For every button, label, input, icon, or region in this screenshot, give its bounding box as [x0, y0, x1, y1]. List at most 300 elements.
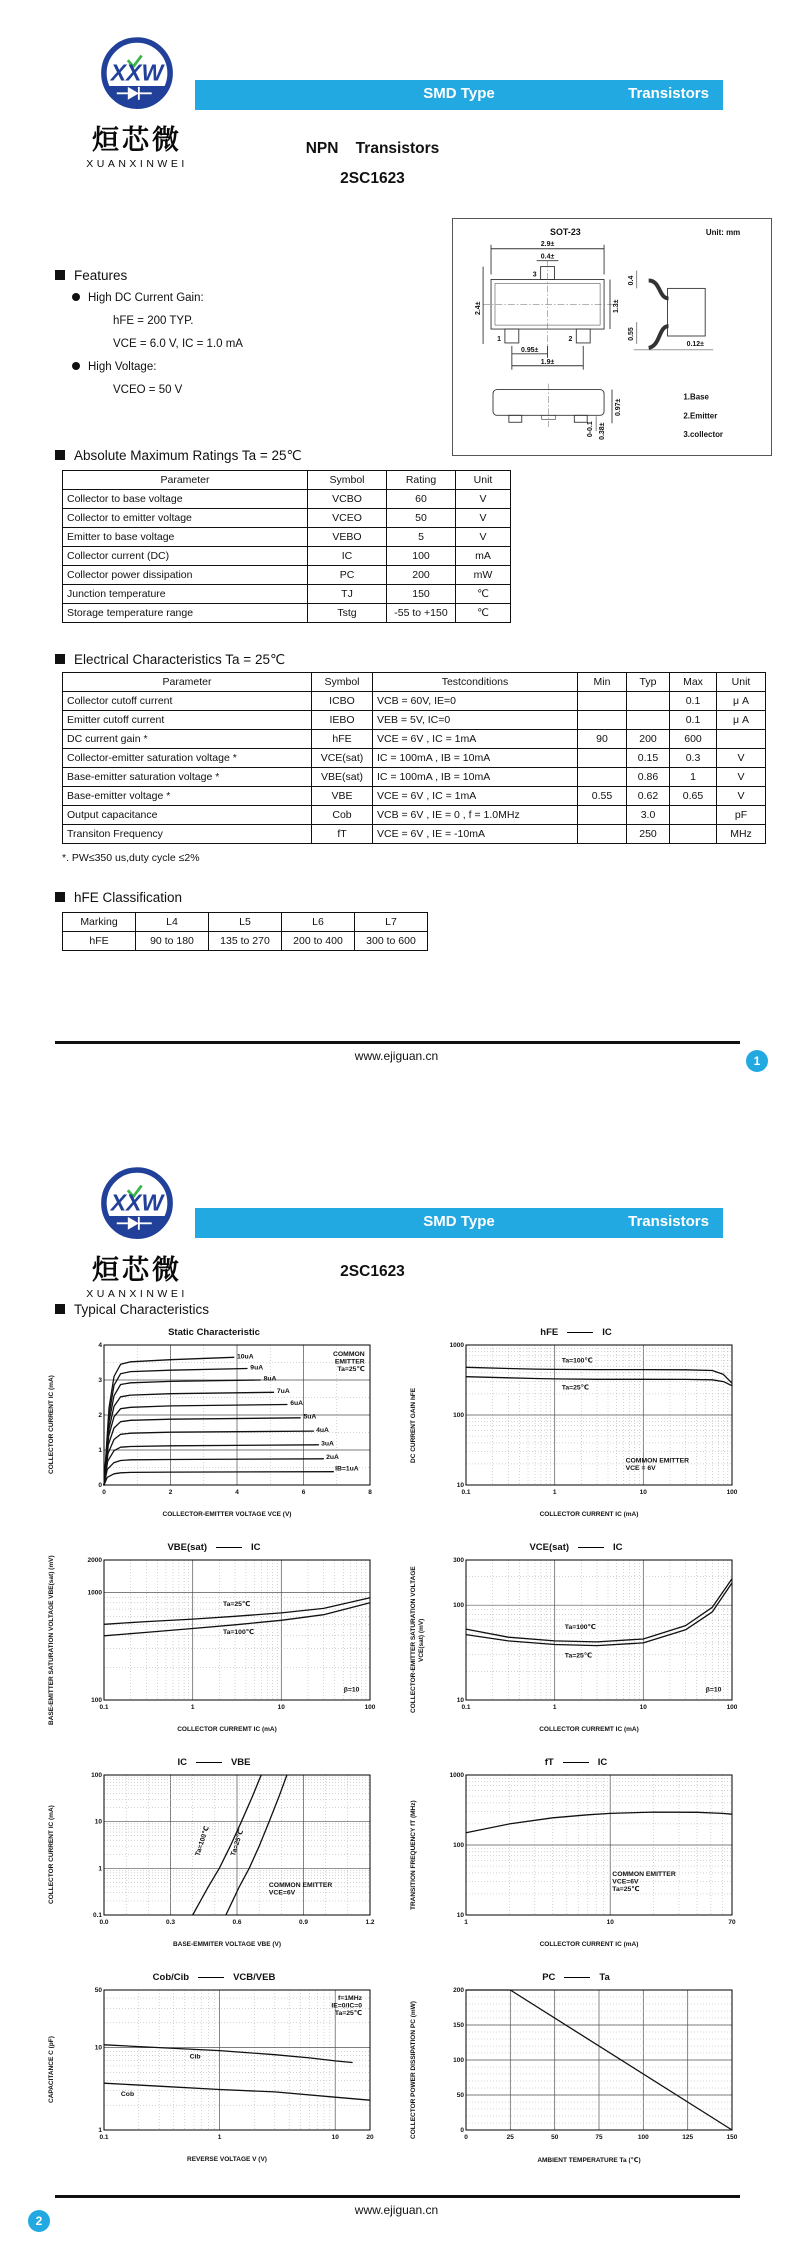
series-Ta=100℃ — [466, 1367, 732, 1383]
package-outline-box — [452, 218, 772, 456]
y-axis-label: COLLECTOR CURRENT IC (mA) — [48, 1375, 55, 1475]
table-cell: 200 — [627, 730, 670, 749]
y-tick-label: 100 — [91, 1697, 102, 1704]
table-cell — [578, 806, 627, 825]
series-label: 9uA — [250, 1364, 264, 1372]
series-IB=3uA — [104, 1445, 319, 1485]
y-tick-label: 50 — [456, 2092, 464, 2099]
legend-emitter: 2.Emitter — [683, 411, 718, 421]
feature-line: VCE = 6.0 V, IC = 1.0 mA — [113, 338, 243, 350]
table-cell: Collector cutoff current — [63, 692, 312, 711]
chart-capacitance-vs-voltage — [33, 1967, 395, 2182]
y-axis-label: BASE-EMITTER SATURATION VOLTAGE VBE(sat) (mV) — [48, 1555, 55, 1725]
x-tick-label: 100 — [637, 2134, 649, 2141]
feature-line: hFE = 200 TYP. — [113, 315, 194, 327]
series-IB=4uA — [104, 1431, 314, 1485]
x-tick-label: 0.0 — [99, 1919, 109, 1926]
chart-title: VCE(sat) IC — [529, 1541, 623, 1553]
table-cell: μ A — [717, 692, 766, 711]
table-cell: VBE — [312, 787, 373, 806]
table-cell: 0.62 — [627, 787, 670, 806]
series-Ta=25℃ — [466, 1377, 732, 1386]
x-tick-label: 0.9 — [298, 1919, 309, 1926]
chart-vbesat-vs-ic — [33, 1537, 395, 1752]
legend-collector: 3.collector — [683, 430, 724, 440]
chart-canvas — [74, 1769, 380, 1941]
y-tick-label: 0 — [460, 2127, 464, 2134]
footer-rule — [55, 1041, 740, 1044]
series-label: Ta=25℃ — [230, 1828, 246, 1858]
series-label: 2uA — [326, 1454, 339, 1462]
x-tick-label: 1 — [552, 1489, 557, 1496]
logo-letters: XXW — [110, 1189, 164, 1216]
dim-gap: 0-0.1 — [587, 421, 595, 438]
chart-annotation: β=10 — [343, 1686, 360, 1694]
title-dash — [563, 1762, 589, 1763]
feature-item: High Voltage: — [72, 361, 156, 373]
table-cell: 200 to 400 — [282, 932, 355, 951]
dim-pin-width: 0.4± — [540, 253, 555, 261]
table-cell — [627, 692, 670, 711]
footer-rule — [55, 2195, 740, 2198]
chart-vcesat-vs-ic — [395, 1537, 757, 1752]
table-cell: mA — [456, 547, 511, 566]
x-tick-label: 0 — [102, 1489, 106, 1496]
title-dash — [564, 1977, 590, 1978]
table-row — [63, 806, 766, 825]
y-tick-label: 10 — [456, 1697, 464, 1704]
table-cell: 1 — [670, 768, 717, 787]
table-cell: Output capacitance — [63, 806, 312, 825]
elec-heading: Electrical Characteristics Ta = 25℃ — [55, 652, 285, 668]
chart-title: VBE(sat) IC — [167, 1541, 261, 1553]
pin2-number: 2 — [568, 335, 573, 343]
header-bar-right: Transistors — [628, 85, 709, 102]
feature-item: High DC Current Gain: — [72, 292, 204, 304]
y-tick-label: 2000 — [87, 1557, 102, 1564]
table-header-cell: Symbol — [308, 471, 387, 490]
x-tick-label: 0.1 — [461, 1489, 471, 1496]
series-label: 3uA — [321, 1440, 334, 1448]
table-header-row — [63, 913, 428, 932]
series-label: 6uA — [290, 1400, 304, 1408]
table-cell: MHz — [717, 825, 766, 844]
table-cell: 0.55 — [578, 787, 627, 806]
series-label: Ta=100℃ — [564, 1624, 596, 1632]
table-cell: VEBO — [308, 528, 387, 547]
x-axis-label: COLLECTOR CURRENT IC (mA) — [539, 1511, 639, 1518]
table-cell: PC — [308, 566, 387, 585]
dim-pitch: 0.95± — [521, 346, 539, 354]
charts-grid — [33, 1322, 757, 2182]
table-cell: 0.86 — [627, 768, 670, 787]
feature-line: VCEO = 50 V — [113, 384, 183, 396]
series-label: Ta=25℃ — [561, 1384, 589, 1392]
series-label: 5uA — [303, 1413, 317, 1421]
table-cell: DC current gain * — [63, 730, 312, 749]
x-tick-label: 100 — [364, 1704, 376, 1711]
x-tick-label: 150 — [726, 2134, 738, 2141]
table-cell — [578, 711, 627, 730]
table-header-cell: Parameter — [63, 673, 312, 692]
table-cell: ℃ — [456, 585, 511, 604]
data-table — [62, 912, 428, 951]
table-cell: 250 — [627, 825, 670, 844]
brand-name-en: XUANXINWEI — [86, 158, 188, 170]
table-row — [63, 490, 511, 509]
dim-body-height: 2.4± — [475, 301, 483, 315]
table-cell: 50 — [387, 509, 456, 528]
table-header-cell: L7 — [355, 913, 428, 932]
table-cell: VBE(sat) — [312, 768, 373, 787]
y-tick-label: 4 — [98, 1342, 102, 1349]
table-row — [63, 509, 511, 528]
table-row — [63, 547, 511, 566]
table-cell: pF — [717, 806, 766, 825]
series-label: Ta=100℃ — [194, 1825, 211, 1858]
table-cell: V — [717, 768, 766, 787]
hfe-table — [62, 912, 428, 951]
y-tick-label: 2 — [98, 1412, 102, 1419]
y-tick-label: 10 — [456, 1912, 464, 1919]
chart-canvas — [436, 1339, 742, 1511]
chart-canvas — [436, 1554, 742, 1726]
abs-max-table — [62, 470, 511, 623]
table-cell — [578, 692, 627, 711]
table-row — [63, 711, 766, 730]
footer-url: www.ejiguan.cn — [354, 2203, 439, 2217]
x-tick-label: 1 — [464, 1919, 468, 1926]
table-cell — [670, 806, 717, 825]
elec-table — [62, 672, 766, 844]
dim-inner-height: 1.3± — [612, 299, 620, 313]
part-number: 2SC1623 — [340, 1263, 405, 1280]
table-cell: Base-emitter voltage * — [63, 787, 312, 806]
table-cell: μ A — [717, 711, 766, 730]
x-tick-label: 0.1 — [461, 1704, 471, 1711]
table-row — [63, 730, 766, 749]
page-2 — [0, 1120, 793, 2244]
x-axis-label: COLLECTOR CURREMT IC (mA) — [177, 1726, 277, 1733]
title-dash — [216, 1547, 242, 1548]
x-tick-label: 6 — [301, 1489, 306, 1496]
device-type: NPN Transistors — [305, 140, 440, 157]
table-header-cell: L6 — [282, 913, 355, 932]
y-tick-label: 10 — [94, 2044, 102, 2052]
chart-canvas — [436, 1769, 742, 1941]
table-header-row — [63, 471, 511, 490]
y-tick-label: 1 — [98, 1865, 102, 1873]
x-tick-label: 1 — [190, 1704, 195, 1711]
typical-characteristics-heading: Typical Characteristics — [55, 1302, 209, 1317]
header-bar-left: SMD Type — [423, 1213, 495, 1230]
y-axis-label: COLLECTOR CURRENT IC (mA) — [48, 1805, 55, 1905]
table-cell: 90 to 180 — [136, 932, 209, 951]
table-cell: Collector power dissipation — [63, 566, 308, 585]
dim-top-width: 2.9± — [540, 240, 555, 248]
brand-name-cn: 烜芯微 — [92, 1255, 182, 1285]
x-axis-label: REVERSE VOLTAGE V (V) — [187, 2156, 267, 2163]
chart-title: IC VBE — [177, 1756, 251, 1768]
chart-annotation: VCE = 6V — [625, 1465, 656, 1473]
table-cell: Collector-emitter saturation voltage * — [63, 749, 312, 768]
chart-annotation: VCE=6V — [612, 1878, 639, 1886]
table-cell — [670, 825, 717, 844]
chart-canvas — [74, 1984, 380, 2156]
y-axis-label: CAPACITANCE C (pF) — [48, 2036, 55, 2104]
table-cell: VCB = 60V, IE=0 — [373, 692, 578, 711]
chart-annotation: Ta=25℃ — [612, 1885, 640, 1893]
table-cell: VCE = 6V , IC = 1mA — [373, 787, 578, 806]
table-cell: Collector current (DC) — [63, 547, 308, 566]
x-tick-label: 2 — [168, 1489, 173, 1496]
title-dash — [578, 1547, 604, 1548]
table-cell: V — [717, 749, 766, 768]
x-tick-label: 70 — [728, 1919, 736, 1926]
y-tick-label: 10 — [94, 1818, 102, 1826]
chart-hfe-vs-ic — [395, 1322, 757, 1537]
table-cell: 5 — [387, 528, 456, 547]
table-row — [63, 566, 511, 585]
brand-logo-mark — [91, 1162, 183, 1246]
table-row — [63, 604, 511, 623]
table-cell: VEB = 5V, IC=0 — [373, 711, 578, 730]
x-tick-label: 20 — [366, 2134, 374, 2141]
table-row — [63, 585, 511, 604]
y-tick-label: 1000 — [449, 1772, 464, 1779]
series-label: Cib — [189, 2053, 201, 2061]
table-cell: 300 to 600 — [355, 932, 428, 951]
chart-annotation: Ta=25℃ — [334, 2009, 362, 2017]
x-tick-label: 1.2 — [365, 1919, 375, 1926]
table-cell: 0.1 — [670, 711, 717, 730]
chart-title: Static Characteristic — [168, 1326, 260, 1338]
dim-foot: 0.12± — [686, 340, 704, 348]
table-cell: V — [456, 490, 511, 509]
section-marker — [55, 892, 65, 902]
chart-annotation: COMMON EMITTER — [268, 1882, 333, 1889]
section-marker — [55, 1304, 65, 1314]
pin3-number: 3 — [532, 271, 537, 279]
table-cell: Emitter to base voltage — [63, 528, 308, 547]
chart-annotation: COMMON EMITTER — [612, 1870, 676, 1878]
chart-pc-vs-ta — [395, 1967, 757, 2182]
section-marker — [55, 450, 65, 460]
chart-annotation: Ta=25℃ — [337, 1366, 365, 1374]
data-table — [62, 672, 766, 844]
dim-pitch2: 1.9± — [540, 358, 555, 366]
dim-lead-width: 0.38± — [599, 422, 607, 440]
y-tick-label: 100 — [453, 2057, 464, 2064]
x-tick-label: 0.1 — [99, 1704, 109, 1711]
package-drawing — [453, 219, 769, 453]
chart-ft-vs-ic — [395, 1752, 757, 1967]
y-tick-label: 150 — [453, 2022, 464, 2029]
x-tick-label: 1 — [217, 2134, 222, 2141]
table-header-cell: Symbol — [312, 673, 373, 692]
x-tick-label: 10 — [277, 1704, 285, 1711]
table-header-cell: Typ — [627, 673, 670, 692]
chart-canvas — [74, 1554, 380, 1726]
section-marker — [55, 270, 65, 280]
x-tick-label: 125 — [682, 2134, 694, 2141]
x-tick-label: 10 — [331, 2134, 339, 2141]
x-tick-label: 100 — [726, 1489, 738, 1496]
chart-ic-vs-vbe — [33, 1752, 395, 1967]
table-cell: hFE — [63, 932, 136, 951]
title-dash — [198, 1977, 224, 1978]
package-unit: Unit: mm — [705, 227, 741, 237]
x-tick-label: 75 — [595, 2134, 603, 2141]
y-tick-label: 100 — [91, 1772, 102, 1779]
table-row — [63, 932, 428, 951]
header-bar-left: SMD Type — [423, 85, 495, 102]
x-tick-label: 25 — [506, 2134, 514, 2141]
table-cell: VCEO — [308, 509, 387, 528]
table-cell: Transiton Frequency — [63, 825, 312, 844]
x-axis-label: BASE-EMMITER VOLTAGE VBE (V) — [172, 1941, 282, 1948]
table-cell: VCE = 6V , IE = -10mA — [373, 825, 578, 844]
table-cell: VCB = 6V , IE = 0 , f = 1.0MHz — [373, 806, 578, 825]
y-axis-label: DC CURRENT GAIN hFE — [410, 1387, 417, 1463]
x-tick-label: 0.1 — [99, 2134, 109, 2141]
x-tick-label: 8 — [368, 1489, 372, 1496]
x-axis-label: COLLECTOR CURREMT IC (mA) — [539, 1726, 639, 1733]
table-cell: 90 — [578, 730, 627, 749]
table-cell: Junction temperature — [63, 585, 308, 604]
bullet-icon — [72, 362, 80, 370]
y-tick-label: 1 — [98, 1447, 102, 1454]
x-axis-label: COLLECTOR-EMITTER VOLTAGE VCE (V) — [162, 1511, 292, 1518]
series-label: Ta=25℃ — [564, 1652, 592, 1660]
table-cell: 100 — [387, 547, 456, 566]
chart-title: fT IC — [544, 1756, 608, 1768]
table-header-cell: Unit — [717, 673, 766, 692]
part-number: 2SC1623 — [340, 170, 405, 187]
table-header-cell: Unit — [456, 471, 511, 490]
y-axis-label: COLLECTOR POWER DISSIPATION PC (mW) — [410, 2001, 417, 2139]
series-Ta=100℃ — [466, 1579, 732, 1642]
series-label: IB=1uA — [335, 1465, 359, 1473]
table-row — [63, 768, 766, 787]
y-tick-label: 50 — [94, 1987, 102, 1994]
brand-name-en: XUANXINWEI — [86, 1288, 188, 1300]
table-cell: Collector to base voltage — [63, 490, 308, 509]
series-IB=5uA — [104, 1418, 300, 1485]
page-1 — [0, 0, 793, 1120]
series-label: Cob — [120, 2090, 135, 2098]
elec-footnote: *. PW≤350 us,duty cycle ≤2% — [62, 852, 200, 864]
table-cell: V — [456, 528, 511, 547]
x-tick-label: 4 — [235, 1489, 239, 1496]
table-cell: Cob — [312, 806, 373, 825]
header-bar-right: Transistors — [628, 1213, 709, 1230]
x-tick-label: 10 — [606, 1919, 614, 1926]
table-cell: 200 — [387, 566, 456, 585]
table-cell: IC = 100mA , IB = 10mA — [373, 749, 578, 768]
table-cell: V — [717, 787, 766, 806]
y-tick-label: 1000 — [87, 1589, 102, 1597]
y-tick-label: 100 — [453, 1412, 464, 1419]
table-cell: ℃ — [456, 604, 511, 623]
table-cell: V — [456, 509, 511, 528]
page-number-badge: 1 — [746, 1050, 768, 1072]
x-tick-label: 10 — [639, 1704, 647, 1711]
x-axis-label: AMBIENT TEMPERATURE Ta (℃) — [537, 2157, 641, 2164]
table-cell: VCBO — [308, 490, 387, 509]
table-cell: Tstg — [308, 604, 387, 623]
table-header-cell: Testconditions — [373, 673, 578, 692]
table-cell: Base-emitter saturation voltage * — [63, 768, 312, 787]
table-cell: VCE(sat) — [312, 749, 373, 768]
table-cell — [578, 768, 627, 787]
brand-name-cn: 烜芯微 — [92, 125, 182, 155]
y-tick-label: 100 — [453, 1602, 464, 1610]
y-tick-label: 10 — [456, 1482, 464, 1489]
table-cell: -55 to +150 — [387, 604, 456, 623]
table-header-cell: L5 — [209, 913, 282, 932]
series-label: Ta=100℃ — [223, 1628, 254, 1636]
package-name: SOT-23 — [550, 226, 581, 237]
features-heading: Features — [55, 268, 127, 283]
table-header-cell: Min — [578, 673, 627, 692]
footer-url: www.ejiguan.cn — [354, 1049, 439, 1063]
chart-title: PC Ta — [542, 1971, 610, 1983]
table-cell: 135 to 270 — [209, 932, 282, 951]
table-cell: 60 — [387, 490, 456, 509]
table-cell: TJ — [308, 585, 387, 604]
table-cell: 0.1 — [670, 692, 717, 711]
x-tick-label: 0 — [464, 2134, 468, 2141]
x-axis-label: COLLECTOR CURRENT IC (mA) — [539, 1941, 639, 1948]
chart-title: Cob/Cib VCB/VEB — [152, 1971, 276, 1983]
data-table — [62, 470, 511, 623]
table-cell: IEBO — [312, 711, 373, 730]
table-cell: 150 — [387, 585, 456, 604]
table-header-cell: Max — [670, 673, 717, 692]
table-cell: ICBO — [312, 692, 373, 711]
y-tick-label: 1000 — [449, 1342, 464, 1349]
chart-annotation: IE=0/IC=0 — [331, 2002, 362, 2010]
chart-annotation: β=10 — [705, 1686, 722, 1694]
table-cell: VCE = 6V , IC = 1mA — [373, 730, 578, 749]
brand-logo-mark — [91, 32, 183, 116]
table-cell: 3.0 — [627, 806, 670, 825]
header-bar — [195, 1208, 723, 1238]
y-tick-label: 100 — [453, 1842, 464, 1849]
x-tick-label: 10 — [639, 1489, 647, 1496]
table-cell: 600 — [670, 730, 717, 749]
x-tick-label: 0.3 — [165, 1919, 176, 1926]
table-cell: 0.15 — [627, 749, 670, 768]
table-header-cell: Rating — [387, 471, 456, 490]
table-row — [63, 825, 766, 844]
table-cell: IC — [308, 547, 387, 566]
table-cell: Storage temperature range — [63, 604, 308, 623]
chart-static-characteristic — [33, 1322, 395, 1537]
y-tick-label: 300 — [453, 1557, 464, 1564]
chart-annotation: f=1MHz — [338, 1994, 362, 2002]
x-tick-label: 100 — [726, 1704, 738, 1711]
chart-canvas — [74, 1339, 380, 1511]
table-header-cell: Marking — [63, 913, 136, 932]
chart-title: hFE IC — [540, 1326, 612, 1338]
header-bar — [195, 80, 723, 110]
table-cell: 0.65 — [670, 787, 717, 806]
table-cell: 0.3 — [670, 749, 717, 768]
chart-annotation: EMITTER — [334, 1358, 365, 1366]
table-cell — [627, 711, 670, 730]
